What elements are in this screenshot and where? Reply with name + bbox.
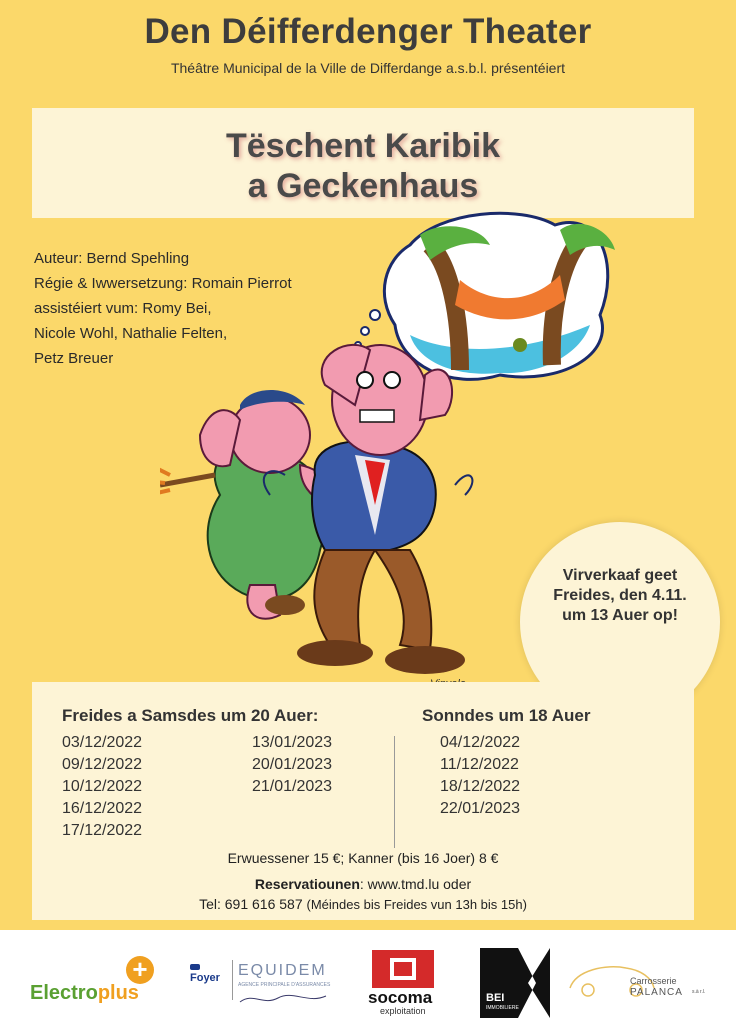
credit-director: Régie & Iwwersetzung: Romain Pierrot (34, 275, 292, 292)
reservation-line (32, 876, 694, 892)
date-item: 22/01/2023 (440, 800, 521, 817)
credit-assistants-1: assistéiert vum: Romy Bei, (34, 300, 212, 317)
play-title-line-2: a Geckenhaus (247, 167, 479, 205)
reservation-website: : www.tmd.lu oder (359, 876, 472, 892)
presenter-line: Théâtre Municipal de la Ville de Differdange a.s.b.l. présentéiert (170, 60, 566, 76)
date-item: 20/01/2023 (252, 756, 333, 773)
play-title-box (32, 108, 694, 218)
sunday-heading: Sonndes um 18 Auer (422, 706, 591, 725)
palanca-text: PALANCA (630, 987, 683, 998)
date-item: 10/12/2022 (62, 778, 143, 795)
date-item: 11/12/2022 (440, 756, 519, 773)
electro-text: Electro (30, 982, 98, 1004)
plus-icon: + (126, 956, 154, 984)
equidem-logo (190, 960, 340, 1010)
socoma-logo (366, 950, 446, 1020)
bei-arrow-icon (518, 948, 550, 1018)
sarl-text: s.à r.l. (692, 989, 706, 995)
equidem-text: EQUIDEM (238, 962, 327, 979)
credit-assistants-3: Petz Breuer (34, 350, 114, 367)
phone-line (32, 896, 694, 912)
credit-author: Auteur: Bernd Spehling (34, 250, 190, 267)
presale-text (520, 566, 720, 626)
bei-subtitle: IMMOBILIERE (486, 1005, 519, 1011)
equidem-divider (232, 960, 233, 1000)
socoma-s-icon (390, 958, 416, 980)
bei-text: BEI (486, 992, 505, 1004)
column-divider (394, 736, 395, 848)
date-item: 21/01/2023 (252, 778, 333, 795)
electroplus-wordmark (30, 982, 139, 1005)
palanca-logo (566, 952, 716, 1012)
date-item: 04/12/2022 (440, 734, 521, 751)
date-item: 03/12/2022 (62, 734, 143, 751)
theater-name: Den Déifferdenger Theater (144, 12, 592, 51)
socoma-subtitle: exploitation (380, 1006, 426, 1016)
presale-line-3: um 13 Auer op! (562, 607, 678, 624)
play-title (32, 126, 694, 206)
carrosserie-text: Carrosserie (630, 976, 677, 986)
equidem-subtitle: AGENCE PRINCIPALE D'ASSURANCES (238, 982, 331, 988)
play-title-line-1: Tëschent Karibik (226, 127, 500, 165)
office-hours: (Méindes bis Freides vun 13h bis 15h) (306, 897, 527, 912)
foyer-icon (190, 964, 200, 970)
date-item: 09/12/2022 (62, 756, 143, 773)
socoma-house-icon (372, 950, 434, 988)
equidem-signature-icon (238, 990, 328, 1008)
credit-assistants-2: Nicole Wohl, Nathalie Felten, (34, 325, 228, 342)
electroplus-logo (30, 956, 160, 1006)
foyer-text: Foyer (190, 972, 220, 984)
date-item: 13/01/2023 (252, 734, 333, 751)
date-item: 18/12/2022 (440, 778, 521, 795)
presale-line-1: Virverkaaf geet (562, 567, 678, 584)
sponsor-bar (0, 930, 736, 1024)
schedule-box (32, 682, 694, 920)
bei-logo (480, 948, 550, 1018)
price-line: Erwuessener 15 €; Kanner (bis 16 Joer) 8 € (227, 850, 499, 866)
phone-number: Tel: 691 616 587 (199, 896, 303, 912)
date-item: 16/12/2022 (62, 800, 143, 817)
reservation-label: Reservatiounen (254, 876, 360, 892)
date-item: 17/12/2022 (62, 822, 143, 839)
plus-text: plus (97, 982, 139, 1004)
fri-sat-heading: Freides a Samsdes um 20 Auer: (62, 706, 319, 725)
socoma-text: socoma (368, 988, 433, 1007)
presale-line-2: Freides, den 4.11. (553, 587, 687, 604)
woman-figure (160, 390, 331, 619)
